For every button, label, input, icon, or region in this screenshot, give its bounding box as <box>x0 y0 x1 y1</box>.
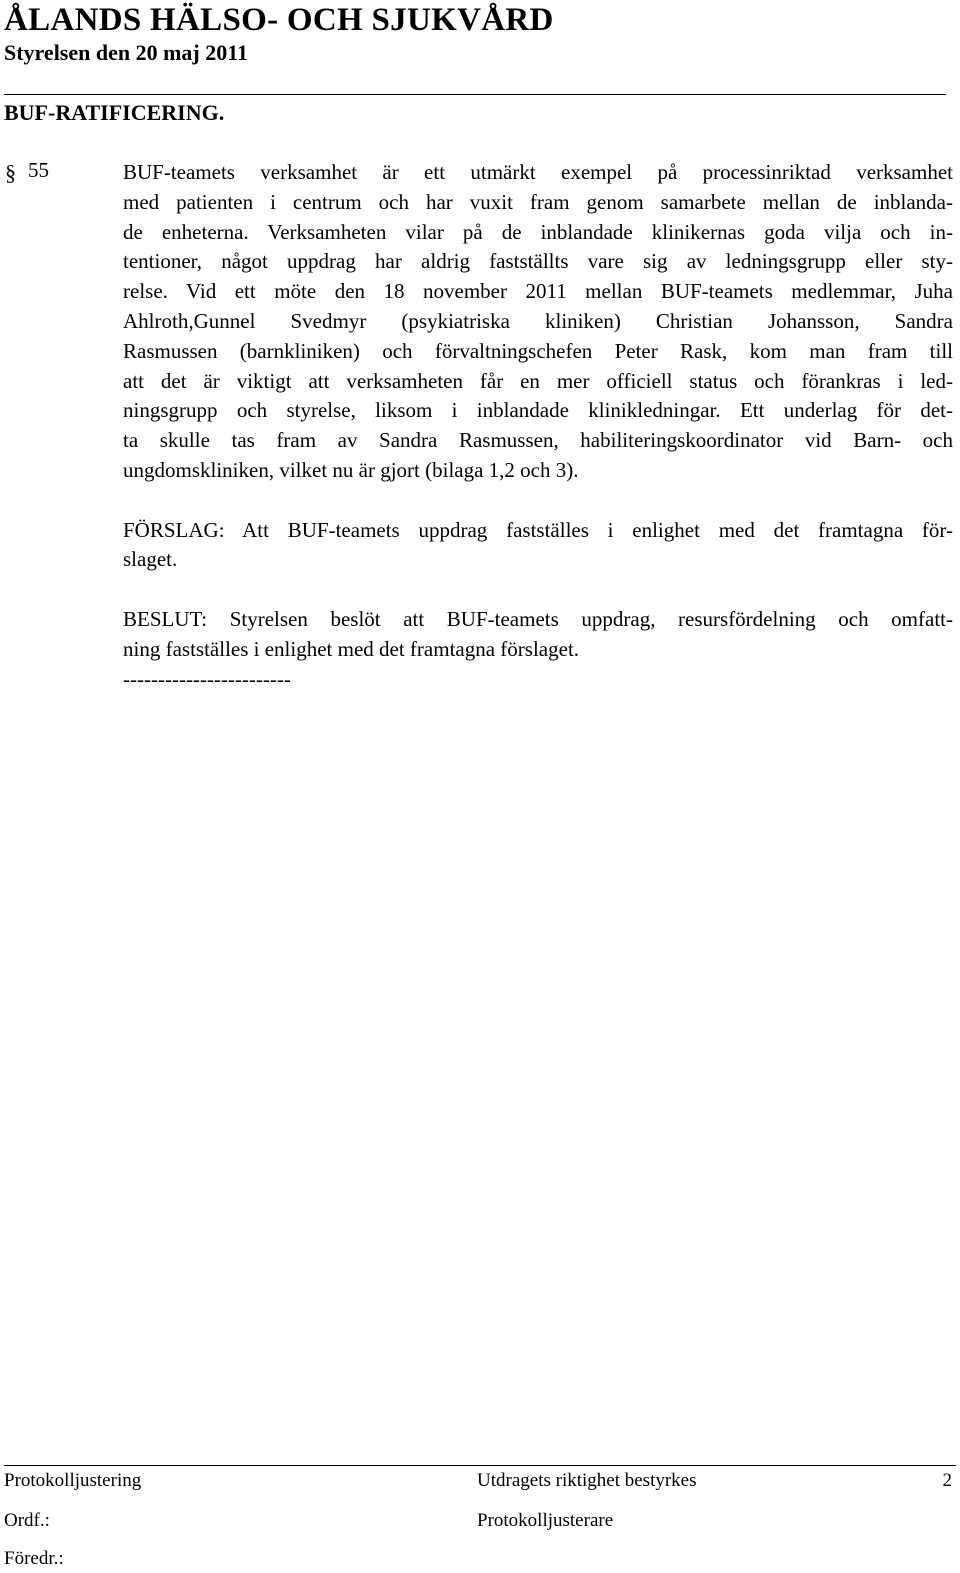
paragraph-mark-icon <box>4 160 20 186</box>
footer-certification: Utdragets riktighet bestyrkes <box>477 1470 697 1491</box>
paragraph-body <box>123 158 953 694</box>
meeting-subtitle: Styrelsen den 20 maj 2011 <box>4 40 249 65</box>
proposal-line: FÖRSLAG: Att BUF-teamets uppdrag fastställes i enlighet med det framtagna för- <box>123 517 953 542</box>
footer-protokolljustering: Protokolljustering <box>4 1470 142 1491</box>
body-line: att det är viktigt att verksamheten får en mer officiell status och förankras i led- <box>123 368 953 393</box>
body-line: de enheterna. Verksamheten vilar på de inblandade klinikernas goda vilja och in- <box>123 219 953 244</box>
paragraph-gap <box>123 486 953 516</box>
footer-divider <box>4 1465 956 1466</box>
svg-text:§: § <box>5 160 16 185</box>
separator-dashes: ------------------------ <box>123 666 291 691</box>
paragraph-gap <box>123 575 953 605</box>
body-line: ta skulle tas fram av Sandra Rasmussen, habiliteringskoordinator vid Barn- och <box>123 428 953 453</box>
body-line: BUF-teamets verksamhet är ett utmärkt exempel på processinriktad verksamhet <box>123 160 953 184</box>
body-line: Rasmussen (barnkliniken) och förvaltningschefen Peter Rask, kom man fram till <box>123 338 953 363</box>
page-number: 2 <box>942 1470 952 1491</box>
decision-line: ning fastställes i enlighet med det framtagna förslaget. <box>123 636 580 661</box>
header-divider <box>4 94 946 95</box>
body-line: med patienten i centrum och har vuxit fram genom samarbete mellan de inblanda- <box>123 189 953 214</box>
section-title: BUF-RATIFICERING. <box>4 100 225 125</box>
decision-line: BESLUT: Styrelsen beslöt att BUF-teamets uppdrag, resursfördelning och omfatt- <box>123 606 953 631</box>
paragraph-number: 55 <box>28 158 49 182</box>
body-line: Ahlroth,Gunnel Svedmyr (psykiatriska kliniken) Christian Johansson, Sandra <box>123 308 953 333</box>
body-line: tentioner, något uppdrag har aldrig fastställts vare sig av ledningsgrupp eller sty- <box>123 249 953 274</box>
footer-presenter-label: Föredr.: <box>4 1548 64 1569</box>
body-line: ningsgrupp och styrelse, liksom i inblandade klinikledningar. Ett underlag för det- <box>123 398 953 423</box>
body-line: ungdomskliniken, vilket nu är gjort (bilaga 1,2 och 3). <box>123 457 579 482</box>
proposal-line: slaget. <box>123 547 178 572</box>
footer-chair-label: Ordf.: <box>4 1510 50 1531</box>
body-line: relse. Vid ett möte den 18 november 2011 mellan BUF-teamets medlemmar, Juha <box>123 279 953 304</box>
organization-title: ÅLANDS HÄLSO- OCH SJUKVÅRD <box>4 2 554 38</box>
footer-adjusters-label: Protokolljusterare <box>477 1510 614 1531</box>
